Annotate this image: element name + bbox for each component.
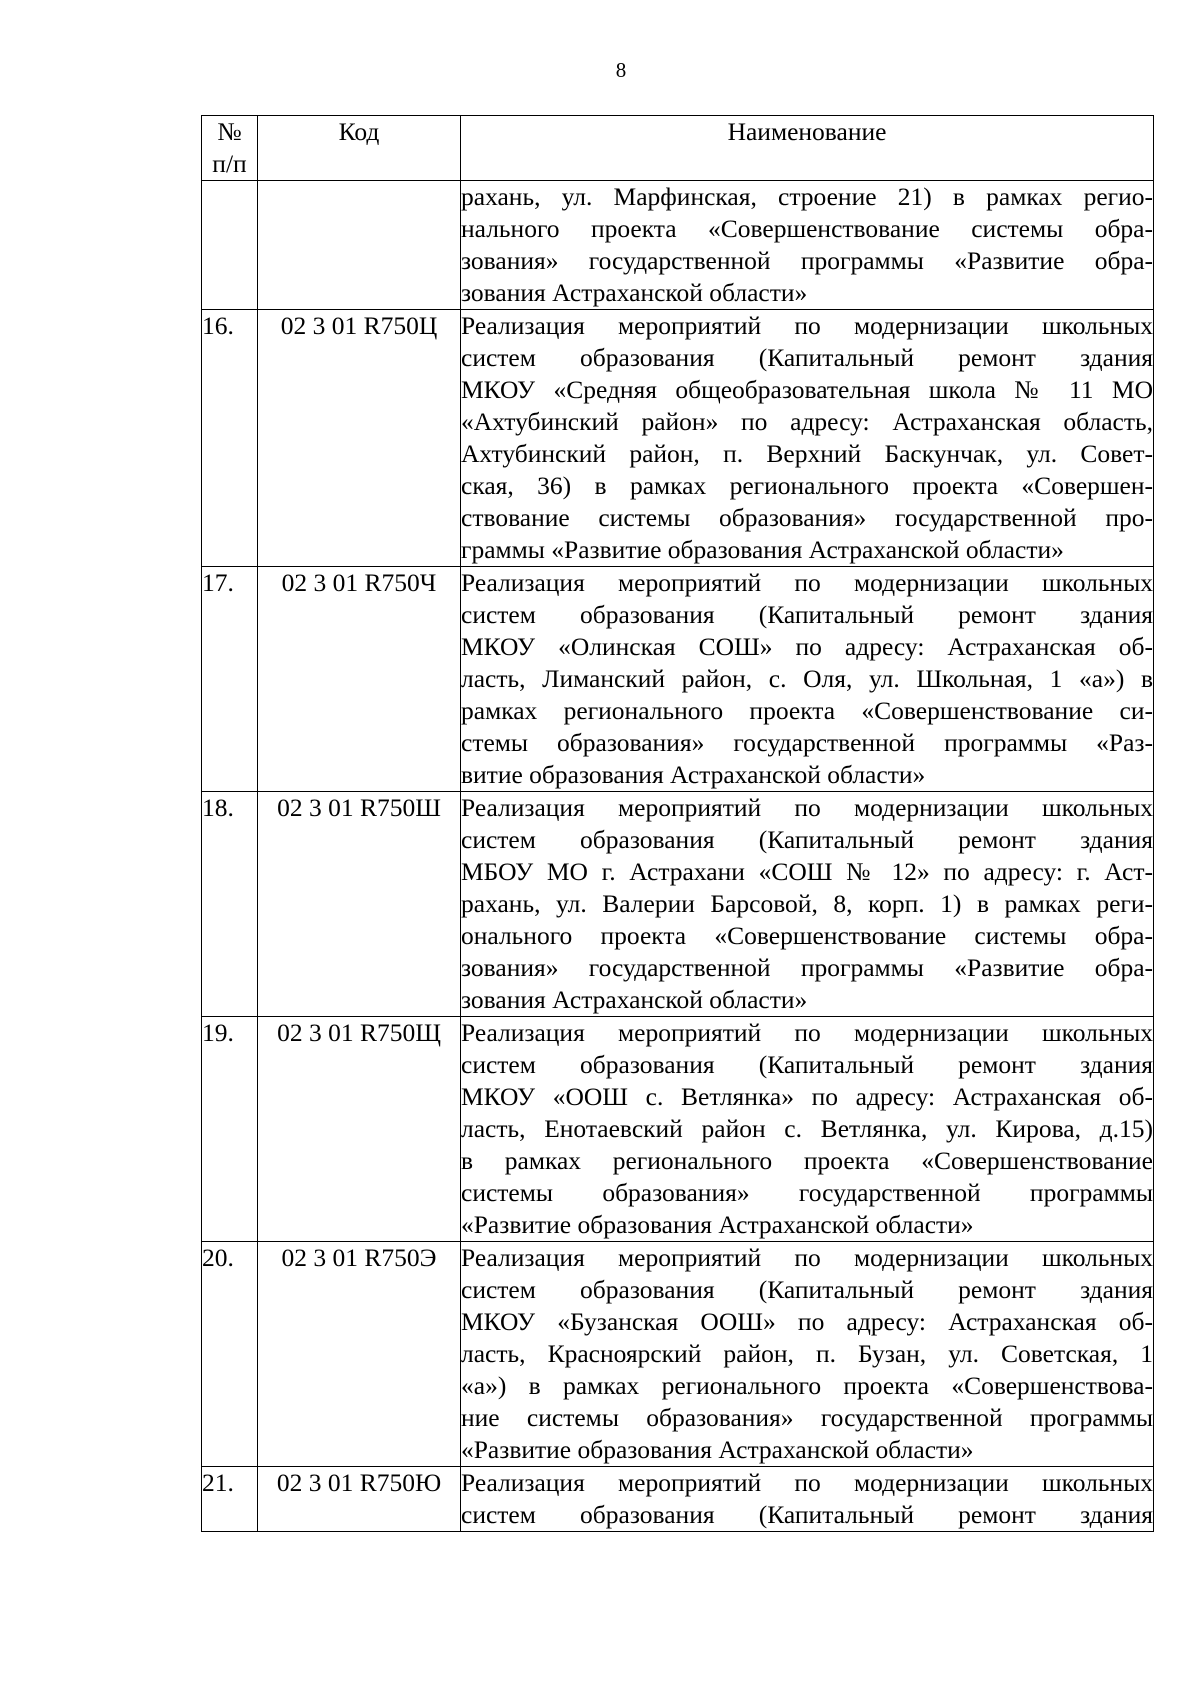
header-name: Наименование — [461, 116, 1154, 181]
row-name — [461, 1467, 1154, 1532]
table-row — [202, 310, 1154, 567]
table-row — [202, 1242, 1154, 1467]
row-name — [461, 1017, 1154, 1242]
page-number: 8 — [615, 58, 627, 82]
row-number: 21. — [202, 1467, 258, 1532]
name-line: граммы «Развитие образования Астраханской области» — [461, 535, 1064, 564]
name-line: зования» государственной программы «Развитие обра- — [461, 953, 1153, 982]
header-code: Код — [258, 116, 461, 181]
row-number: 16. — [202, 310, 258, 567]
row-name — [461, 567, 1154, 792]
name-line: систем образования (Капитальный ремонт здания — [461, 1275, 1153, 1304]
name-line: Реализация мероприятий по модернизации школьных — [461, 1243, 1153, 1272]
row-code: 02 3 01 R750Э — [258, 1242, 461, 1467]
table-body — [202, 181, 1154, 1532]
name-line: систем образования (Капитальный ремонт здания — [461, 600, 1153, 629]
name-line: МКОУ «Олинская СОШ» по адресу: Астраханская об- — [461, 632, 1153, 661]
name-line: рахань, ул. Марфинская, строение 21) в рамках регио- — [461, 182, 1153, 211]
name-line: зования Астраханской области» — [461, 278, 808, 307]
row-number — [202, 181, 258, 310]
table-row — [202, 181, 1154, 310]
row-code: 02 3 01 R750Ш — [258, 792, 461, 1017]
table-row — [202, 792, 1154, 1017]
name-line: «а») в рамках регионального проекта «Совершенствова- — [461, 1371, 1153, 1400]
budget-codes-table — [201, 115, 1154, 1532]
name-line: витие образования Астраханской области» — [461, 760, 926, 789]
header-number-symbol: № — [217, 117, 242, 146]
name-line: Реализация мероприятий по модернизации школьных — [461, 311, 1153, 340]
name-line: ласть, Красноярский район, п. Бузан, ул. Советская, 1 — [461, 1339, 1153, 1368]
name-line: Ахтубинский район, п. Верхний Баскунчак, ул. Совет- — [461, 439, 1153, 468]
name-line: Реализация мероприятий по модернизации школьных — [461, 568, 1153, 597]
name-line: зования» государственной программы «Развитие обра- — [461, 246, 1153, 275]
row-number: 20. — [202, 1242, 258, 1467]
name-line: стемы образования» государственной программы «Раз- — [461, 728, 1153, 757]
row-number: 19. — [202, 1017, 258, 1242]
row-code — [258, 181, 461, 310]
row-name — [461, 181, 1154, 310]
table-row — [202, 1467, 1154, 1532]
name-line: систем образования (Капитальный ремонт здания — [461, 1500, 1153, 1529]
row-number: 17. — [202, 567, 258, 792]
name-line: Реализация мероприятий по модернизации школьных — [461, 793, 1153, 822]
header-number — [202, 116, 258, 181]
table-header-row — [202, 116, 1154, 181]
table-row — [202, 1017, 1154, 1242]
row-code: 02 3 01 R750Щ — [258, 1017, 461, 1242]
name-line: «Развитие образования Астраханской области» — [461, 1210, 974, 1239]
name-line: МКОУ «Средняя общеобразовательная школа № 11 МО — [461, 375, 1153, 404]
name-line: Реализация мероприятий по модернизации школьных — [461, 1468, 1153, 1497]
name-line: нального проекта «Совершенствование системы обра- — [461, 214, 1153, 243]
name-line: ская, 36) в рамках регионального проекта «Совершен- — [461, 471, 1153, 500]
name-line: «Ахтубинский район» по адресу: Астраханская область, — [461, 407, 1153, 436]
name-line: МКОУ «Бузанская ООШ» по адресу: Астраханская об- — [461, 1307, 1153, 1336]
row-number: 18. — [202, 792, 258, 1017]
row-code: 02 3 01 R750Ц — [258, 310, 461, 567]
name-line: системы образования» государственной программы — [461, 1178, 1153, 1207]
header-number-abbrev: п/п — [212, 149, 247, 178]
name-line: Реализация мероприятий по модернизации школьных — [461, 1018, 1153, 1047]
name-line: ствование системы образования» государственной про- — [461, 503, 1153, 532]
row-code: 02 3 01 R750Ю — [258, 1467, 461, 1532]
name-line: МБОУ МО г. Астрахани «СОШ № 12» по адресу: г. Аст- — [461, 857, 1153, 886]
name-line: рахань, ул. Валерии Барсовой, 8, корп. 1) в рамках реги- — [461, 889, 1153, 918]
name-line: зования Астраханской области» — [461, 985, 808, 1014]
name-line: онального проекта «Совершенствование системы обра- — [461, 921, 1153, 950]
name-line: систем образования (Капитальный ремонт здания — [461, 825, 1153, 854]
row-name — [461, 310, 1154, 567]
name-line: рамках регионального проекта «Совершенствование си- — [461, 696, 1153, 725]
row-code: 02 3 01 R750Ч — [258, 567, 461, 792]
row-name — [461, 1242, 1154, 1467]
name-line: ласть, Лиманский район, с. Оля, ул. Школьная, 1 «а») в — [461, 664, 1153, 693]
table-row — [202, 567, 1154, 792]
row-name — [461, 792, 1154, 1017]
name-line: систем образования (Капитальный ремонт здания — [461, 1050, 1153, 1079]
name-line: МКОУ «ООШ с. Ветлянка» по адресу: Астраханская об- — [461, 1082, 1153, 1111]
name-line: ние системы образования» государственной программы — [461, 1403, 1153, 1432]
name-line: в рамках регионального проекта «Совершенствование — [461, 1146, 1153, 1175]
name-line: систем образования (Капитальный ремонт здания — [461, 343, 1153, 372]
name-line: «Развитие образования Астраханской области» — [461, 1435, 974, 1464]
name-line: ласть, Енотаевский район с. Ветлянка, ул. Кирова, д.15) — [461, 1114, 1153, 1143]
